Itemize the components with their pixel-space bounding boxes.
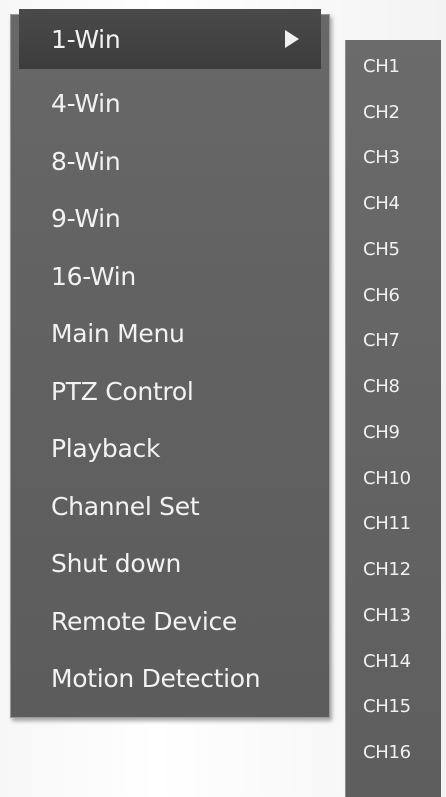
menu-item-label: PTZ Control xyxy=(51,376,194,406)
submenu-item-label: CH9 xyxy=(363,421,400,443)
menu-item-9-win[interactable] xyxy=(19,191,321,245)
submenu-item-ch5[interactable] xyxy=(346,229,442,269)
menu-item-label: Main Menu xyxy=(51,318,185,348)
submenu-item-label: CH4 xyxy=(363,192,400,214)
menu-item-label: Shut down xyxy=(51,548,182,578)
submenu-item-ch8[interactable] xyxy=(346,366,442,406)
menu-item-label: Motion Detection xyxy=(51,663,261,693)
submenu-item-ch1[interactable] xyxy=(346,46,442,86)
menu-item-label: 8-Win xyxy=(51,146,121,176)
menu-item-motion-detection[interactable] xyxy=(19,651,321,705)
submenu-item-label: CH6 xyxy=(363,284,400,306)
submenu-item-ch13[interactable] xyxy=(346,595,442,635)
submenu-item-label: CH8 xyxy=(363,375,400,397)
menu-item-remote-device[interactable] xyxy=(19,594,321,648)
submenu-item-ch12[interactable] xyxy=(346,549,442,589)
menu-item-shut-down[interactable] xyxy=(19,536,321,590)
submenu-item-ch15[interactable] xyxy=(346,686,442,726)
submenu-item-label: CH10 xyxy=(363,467,411,489)
menu-item-label: 1-Win xyxy=(51,24,121,54)
menu-item-1-win[interactable] xyxy=(19,9,321,69)
context-menu xyxy=(10,14,330,718)
menu-item-label: 16-Win xyxy=(51,261,136,291)
submenu-item-ch9[interactable] xyxy=(346,412,442,452)
submenu-item-ch10[interactable] xyxy=(346,458,442,498)
menu-item-main-menu[interactable] xyxy=(19,306,321,360)
submenu-arrow-icon xyxy=(285,30,299,48)
submenu-item-label: CH14 xyxy=(363,650,411,672)
submenu-item-label: CH3 xyxy=(363,146,400,168)
menu-item-channel-set[interactable] xyxy=(19,479,321,533)
submenu-item-ch2[interactable] xyxy=(346,92,442,132)
submenu-item-label: CH11 xyxy=(363,512,411,534)
submenu-item-label: CH2 xyxy=(363,101,400,123)
menu-item-label: 4-Win xyxy=(51,88,121,118)
submenu-item-ch11[interactable] xyxy=(346,503,442,543)
submenu-item-ch6[interactable] xyxy=(346,275,442,315)
submenu-item-label: CH13 xyxy=(363,604,411,626)
menu-item-label: 9-Win xyxy=(51,203,121,233)
submenu-item-ch4[interactable] xyxy=(346,183,442,223)
menu-item-label: Channel Set xyxy=(51,491,200,521)
menu-item-label: Remote Device xyxy=(51,606,238,636)
menu-item-ptz-control[interactable] xyxy=(19,364,321,418)
menu-item-8-win[interactable] xyxy=(19,134,321,188)
submenu-item-ch3[interactable] xyxy=(346,137,442,177)
channel-submenu xyxy=(345,40,441,797)
submenu-item-ch7[interactable] xyxy=(346,320,442,360)
submenu-item-ch14[interactable] xyxy=(346,641,442,681)
submenu-item-ch16[interactable] xyxy=(346,732,442,772)
menu-item-4-win[interactable] xyxy=(19,76,321,130)
menu-item-16-win[interactable] xyxy=(19,249,321,303)
submenu-item-label: CH7 xyxy=(363,329,400,351)
submenu-item-label: CH12 xyxy=(363,558,411,580)
submenu-item-label: CH1 xyxy=(363,55,400,77)
submenu-item-label: CH15 xyxy=(363,695,411,717)
menu-item-label: Playback xyxy=(51,433,161,463)
submenu-item-label: CH5 xyxy=(363,238,400,260)
submenu-item-label: CH16 xyxy=(363,741,411,763)
menu-item-playback[interactable] xyxy=(19,421,321,475)
